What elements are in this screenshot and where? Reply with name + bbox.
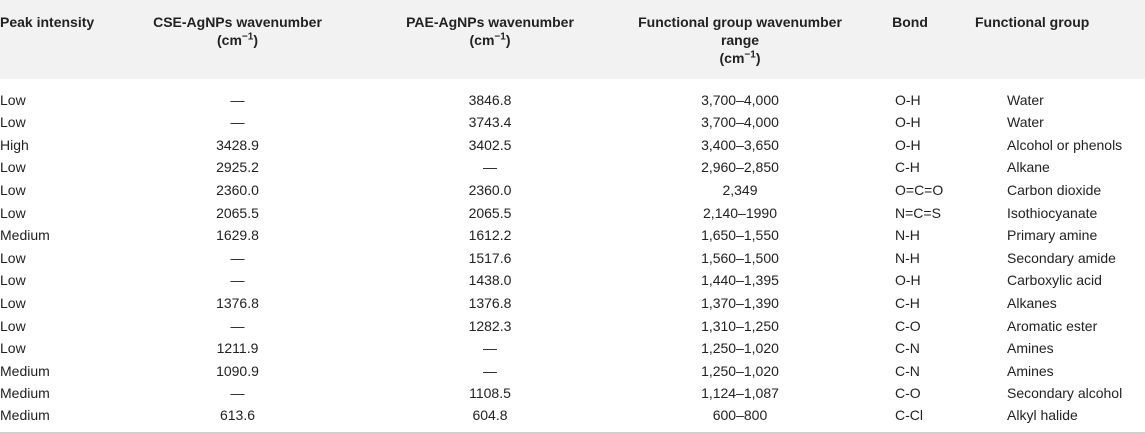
- cell-bond: C-N: [895, 362, 920, 379]
- cell-functional-group: Amines: [1007, 340, 1054, 357]
- cell-functional-group: Alkanes: [1007, 295, 1057, 312]
- cell-peak-intensity: Low: [0, 92, 26, 108]
- cell-functional-group-range: 600–800: [625, 405, 855, 433]
- table-row: [0, 292, 1145, 315]
- cell-functional-group-range: 1,560–1,500: [701, 249, 779, 266]
- cell-pae-wavenumber: 3402.5: [468, 136, 512, 153]
- cell-functional-group: Alcohol or phenols: [1007, 136, 1123, 153]
- cell-pae-wavenumber: 1517.6: [468, 249, 512, 266]
- cell-bond: O=C=O: [895, 182, 944, 199]
- table-row: [0, 314, 1145, 337]
- cell-pae-wavenumber: 1438.0: [468, 272, 512, 289]
- cell-functional-group: Carbon dioxide: [1007, 182, 1102, 199]
- cell-cse-wavenumber: 2065.5: [216, 204, 259, 221]
- cell-functional-group: Carboxylic acid: [1007, 272, 1102, 289]
- cell-functional-group: Water: [1007, 114, 1044, 131]
- header-text-wrapped: Functional group wavenumber range: [638, 14, 842, 48]
- cell-pae-wavenumber: 2360.0: [468, 182, 512, 199]
- cell-pae-wavenumber: 1612.2: [468, 227, 512, 244]
- cell-peak-intensity: Low: [0, 204, 26, 221]
- table-row: [0, 360, 1145, 383]
- cell-bond: O-H: [895, 114, 921, 131]
- cell-bond: C-O: [895, 385, 921, 402]
- cell-bond: C-O: [895, 317, 921, 334]
- unit-label: $(cm^{-1})$: [469, 31, 511, 48]
- cell-pae-wavenumber: 3743.4: [468, 114, 512, 131]
- table-row: [0, 269, 1145, 292]
- table-row: [0, 337, 1145, 360]
- cell-functional-group-range: 1,250–1,020: [701, 340, 779, 357]
- cell-bond: C-Cl: [855, 405, 965, 433]
- header-functional-group-range: [625, 0, 855, 79]
- header-functional-group: Functional group: [975, 14, 1090, 30]
- cell-peak-intensity: High: [0, 136, 29, 153]
- cell-pae-wavenumber: 2065.5: [468, 204, 512, 221]
- table-body: [0, 79, 1145, 433]
- cell-peak-intensity: Medium: [0, 405, 120, 433]
- cell-bond: N-H: [895, 249, 920, 266]
- table-row: [0, 405, 1145, 433]
- cell-cse-wavenumber: —: [230, 272, 245, 289]
- table-row: [0, 134, 1145, 157]
- cell-bond: O-H: [895, 92, 921, 108]
- header-cse-wavenumber: CSE-AgNPs wavenumber $(cm^{-1})$: [153, 14, 322, 48]
- cell-functional-group-range: 1,370–1,390: [701, 295, 779, 312]
- cell-functional-group: Secondary amide: [1007, 249, 1116, 266]
- cell-functional-group: Alkane: [1007, 159, 1050, 176]
- table-row: [0, 224, 1145, 247]
- cell-functional-group-range: 3,700–4,000: [701, 114, 779, 131]
- cell-functional-group-range: 2,140–1990: [703, 204, 777, 221]
- table-row: [0, 179, 1145, 202]
- unit-label: $(cm^{-1})$: [217, 31, 258, 48]
- cell-peak-intensity: Low: [0, 272, 26, 289]
- cell-pae-wavenumber: 3846.8: [468, 92, 512, 108]
- cell-functional-group: Water: [1007, 92, 1044, 108]
- cell-pae-wavenumber: 1376.8: [468, 295, 512, 312]
- table-row: [0, 201, 1145, 224]
- cell-functional-group-range: 1,250–1,020: [701, 362, 779, 379]
- cell-bond: C-H: [895, 295, 920, 312]
- cell-peak-intensity: Low: [0, 182, 26, 199]
- cell-functional-group-range: 3,700–4,000: [701, 92, 779, 108]
- cell-pae-wavenumber: 604.8: [355, 405, 625, 433]
- cell-functional-group-range: 2,960–2,850: [701, 159, 779, 176]
- cell-cse-wavenumber: —: [230, 317, 245, 334]
- header-pae-wavenumber: PAE-AgNPs wavenumber $(cm^{-1})$: [406, 14, 574, 48]
- cell-pae-wavenumber: —: [483, 362, 497, 379]
- cell-functional-group-range: 1,124–1,087: [701, 385, 779, 402]
- cell-functional-group: Aromatic ester: [1007, 317, 1098, 334]
- table-row: [0, 111, 1145, 134]
- cell-cse-wavenumber: 2925.2: [216, 159, 259, 176]
- cell-functional-group: Secondary alcohol: [1007, 385, 1123, 402]
- cell-peak-intensity: Medium: [0, 385, 50, 402]
- cell-bond: N=C=S: [895, 204, 941, 221]
- cell-functional-group-range: 1,310–1,250: [701, 317, 779, 334]
- cell-peak-intensity: Medium: [0, 227, 50, 244]
- cell-peak-intensity: Low: [0, 249, 26, 266]
- header-peak-intensity: Peak intensity: [0, 14, 95, 30]
- cell-pae-wavenumber: —: [483, 159, 497, 176]
- cell-cse-wavenumber: 613.6: [120, 405, 355, 433]
- cell-bond: C-N: [895, 340, 920, 357]
- cell-bond: O-H: [895, 272, 921, 289]
- table-row: [0, 156, 1145, 179]
- cell-functional-group-range: 3,400–3,650: [701, 136, 779, 153]
- cell-peak-intensity: Low: [0, 317, 26, 334]
- cell-cse-wavenumber: 3428.9: [216, 136, 259, 153]
- cell-cse-wavenumber: —: [230, 114, 245, 131]
- table-header: [0, 0, 1145, 79]
- table-row: [0, 247, 1145, 270]
- table-row: [0, 79, 1145, 111]
- cell-cse-wavenumber: —: [230, 385, 245, 402]
- cell-cse-wavenumber: 1629.8: [216, 227, 259, 244]
- cell-functional-group-range: 1,440–1,395: [701, 272, 779, 289]
- cell-functional-group: Alkyl halide: [965, 405, 1145, 433]
- cell-functional-group-range: 2,349: [722, 182, 758, 199]
- cell-cse-wavenumber: 1376.8: [216, 295, 259, 312]
- cell-peak-intensity: Low: [0, 295, 26, 312]
- cell-pae-wavenumber: 1108.5: [469, 385, 511, 402]
- cell-functional-group: Amines: [1007, 362, 1054, 379]
- cell-bond: N-H: [895, 227, 920, 244]
- unit-label: $(cm^{-1})$: [719, 49, 761, 66]
- table-row: [0, 382, 1145, 405]
- header-bond: Bond: [892, 14, 928, 30]
- cell-cse-wavenumber: —: [230, 92, 245, 108]
- cell-cse-wavenumber: 1211.9: [216, 340, 259, 357]
- cell-functional-group-range: 1,650–1,550: [701, 227, 779, 244]
- cell-functional-group: Primary amine: [1007, 227, 1098, 244]
- cell-peak-intensity: Medium: [0, 362, 50, 379]
- cell-pae-wavenumber: —: [483, 340, 497, 357]
- cell-cse-wavenumber: —: [230, 249, 245, 266]
- cell-functional-group: Isothiocyanate: [1007, 204, 1098, 221]
- cell-cse-wavenumber: 1090.9: [216, 362, 259, 379]
- cell-bond: C-H: [895, 159, 920, 176]
- cell-bond: O-H: [895, 136, 921, 153]
- cell-cse-wavenumber: 2360.0: [216, 182, 259, 199]
- cell-peak-intensity: Low: [0, 114, 26, 131]
- cell-peak-intensity: Low: [0, 340, 26, 357]
- cell-pae-wavenumber: 1282.3: [468, 317, 512, 334]
- header-row: [0, 0, 1145, 79]
- cell-peak-intensity: Low: [0, 159, 26, 176]
